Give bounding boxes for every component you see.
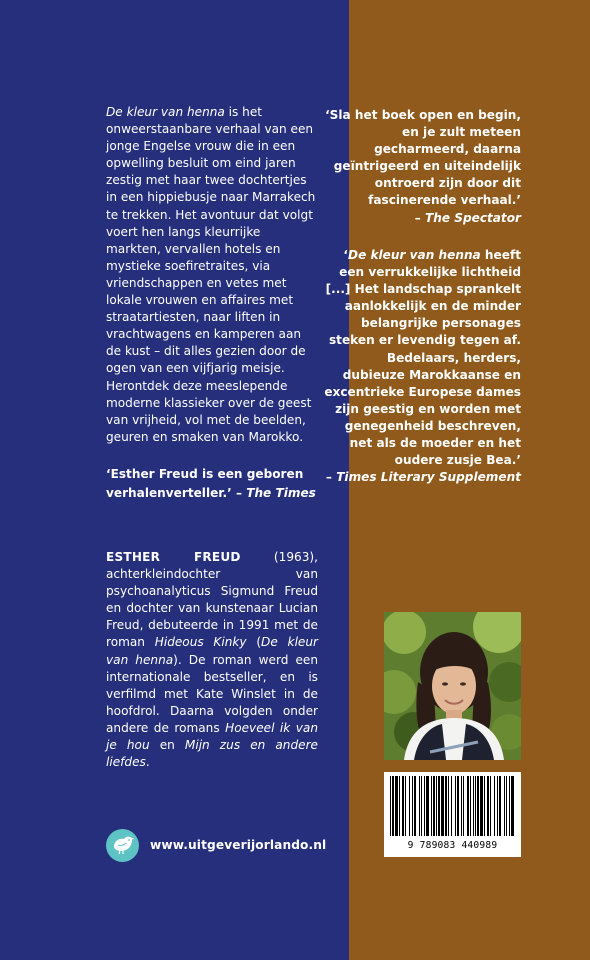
bio-text: en bbox=[149, 738, 185, 753]
barcode-bar bbox=[457, 776, 459, 836]
barcode-bar bbox=[436, 776, 437, 836]
barcode-bar bbox=[448, 776, 449, 836]
barcode-bar bbox=[470, 776, 471, 836]
book-blurb bbox=[106, 104, 318, 446]
publisher-website-row bbox=[106, 828, 346, 862]
barcode-bar bbox=[504, 776, 505, 836]
barcode-bar bbox=[467, 776, 469, 836]
barcode-bar bbox=[455, 776, 456, 836]
bio-text: (1963), achterkleindochter van psychoanalyticus Sigmund Freud en dochter van kunstenaar Lucian Freud, debuteerde in 1991 met de roman bbox=[106, 550, 318, 650]
barcode-bar bbox=[402, 776, 404, 836]
barcode-bar bbox=[475, 776, 476, 836]
review-quote-dash: – bbox=[414, 210, 425, 225]
bio-text: ). De roman werd een internationale bestseller, en is verfilmd met Kate Winslet in de hoofdrol. Daarna volgden onder andere de romans bbox=[106, 652, 318, 735]
review-quote-text: ‘Sla het boek open en begin, en je zult meteen gecharmeerd, daarna geïntrigeerd en uiteindelijk ontroerd zijn door dit fascinerende verhaal.’ bbox=[325, 108, 521, 208]
review-quote-book-title: De kleur van henna bbox=[348, 248, 481, 262]
bio-title-kleur-van-henna: De kleur van henna bbox=[106, 635, 319, 667]
barcode-bar bbox=[473, 776, 474, 836]
review-quote-spectator bbox=[321, 107, 521, 227]
barcode-bar bbox=[424, 776, 425, 836]
barcode-bars bbox=[384, 772, 521, 838]
barcode-bar bbox=[487, 776, 489, 836]
isbn-digits: 9 789083 440989 bbox=[407, 840, 498, 851]
quote-mark: ‘ bbox=[343, 248, 349, 262]
blurb-text-second: Herontdek deze meeslepende moderne klassieker over de geest van vrijheid, vol met de beelden, geuren en smaken van Marokko. bbox=[106, 378, 312, 444]
barcode-bar bbox=[497, 776, 498, 836]
barcode-bar bbox=[490, 776, 491, 836]
author-bio bbox=[106, 549, 318, 771]
barcode-bar bbox=[421, 776, 422, 836]
review-quote-text: heeft een verrukkelijke lichtheid [...] Het landschap sprankelt aanlokkelijk en de minder belangrijke personages steken er levendig tegen af. Bedelaars, herders, dubieuze Marokkaanse en excentrieke Europese dames zijn geestig en worden met genegenheid beschreven, net als de moeder en het oudere zusje Bea.’ bbox=[324, 248, 521, 468]
review-quote-dash: – bbox=[325, 470, 337, 485]
bio-title-hoeveel: Hoeveel ik van je hou bbox=[106, 720, 318, 753]
barcode-bar bbox=[463, 776, 464, 836]
publisher-website[interactable]: www.uitgeverijorlando.nl bbox=[150, 838, 327, 852]
author-name: ESTHER FREUD bbox=[106, 550, 241, 564]
bio-text: . bbox=[145, 755, 150, 770]
barcode-bar bbox=[419, 776, 420, 836]
barcode-bar bbox=[438, 776, 440, 836]
barcode-bar bbox=[451, 776, 452, 836]
barcode-bar bbox=[409, 776, 410, 836]
barcode-bar bbox=[441, 776, 444, 836]
barcode-bar bbox=[477, 776, 479, 836]
review-quote-source: The Times bbox=[246, 485, 316, 500]
barcode-bar bbox=[395, 776, 398, 836]
author-photo bbox=[384, 612, 521, 760]
barcode-bar bbox=[494, 776, 495, 836]
barcode-bar bbox=[412, 776, 413, 836]
author-portrait-image bbox=[384, 612, 521, 760]
review-quote-tls bbox=[321, 247, 521, 486]
barcode-bar bbox=[433, 776, 435, 836]
barcode-bar bbox=[399, 776, 400, 836]
barcode-bar bbox=[506, 776, 507, 836]
bio-text: ( bbox=[246, 635, 262, 650]
review-quote-source: The Spectator bbox=[424, 210, 521, 225]
barcode-bar bbox=[511, 776, 514, 836]
barcode-bar bbox=[426, 776, 429, 836]
barcode-bar bbox=[461, 776, 462, 836]
blurb-book-title: De kleur van henna bbox=[106, 105, 225, 119]
barcode-bar bbox=[499, 776, 501, 836]
isbn-barcode bbox=[384, 772, 521, 857]
review-quote-text: ‘Esther Freud is een geboren verhalenverteller.’ – bbox=[106, 467, 304, 500]
barcode-bar bbox=[484, 776, 485, 836]
bird-logo-icon bbox=[106, 829, 139, 862]
barcode-bar bbox=[392, 776, 394, 836]
barcode-bar bbox=[509, 776, 510, 836]
barcode-bar bbox=[405, 776, 406, 836]
barcode-bar bbox=[414, 776, 416, 836]
barcode-bar bbox=[431, 776, 432, 836]
barcode-bar bbox=[390, 776, 391, 836]
bio-title-hideous-kinky: Hideous Kinky bbox=[154, 635, 247, 650]
review-quote-source: Times Literary Supplement bbox=[336, 470, 521, 485]
review-quote-times bbox=[106, 465, 318, 502]
bird-icon bbox=[110, 833, 136, 857]
barcode-bar bbox=[445, 776, 447, 836]
blurb-text: is het onweerstaanbare verhaal van een jonge Engelse vrouw die in een opwelling besluit om eind jaren zestig met haar twee dochtertjes in een hippiebusje naar Marrakech te trekken. Het avontuur dat volgt voert hen langs kleurrijke markten, vervallen hotels en mystieke soefiretraites, via vriendschappen en vetes met lokale vrouwen en affaires met straatartiesten, naar liften in vrachtwagens en kamperen aan de kust – dit alles gezien door de ogen van een vijfjarig meisje. bbox=[106, 105, 316, 376]
barcode-bar bbox=[480, 776, 483, 836]
bio-title-mijn-zus: Mijn zus en andere liefdes bbox=[106, 738, 319, 770]
